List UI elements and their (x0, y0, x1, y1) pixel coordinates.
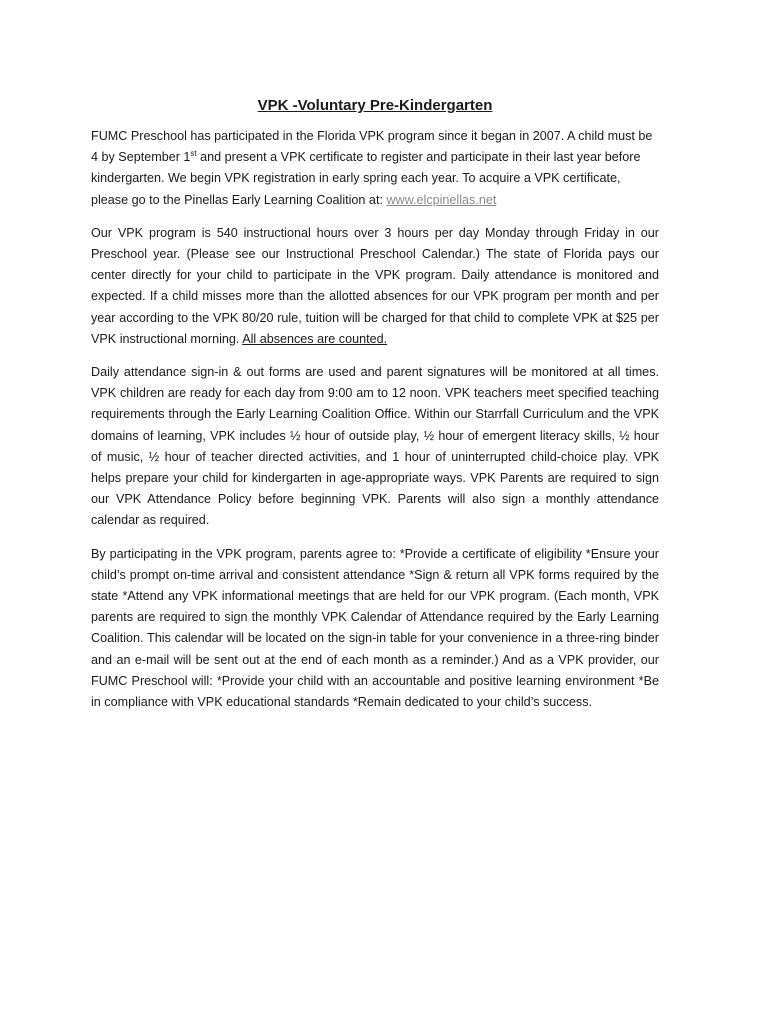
program-text: Our VPK program is 540 instructional hours over 3 hours per day Monday through Friday in our Preschool year. (Please see our Instructional Preschool Calendar.) The state of Florida pays our center directly for your child to participate in the VPK program. Daily attendance is monitored and expected. If a child misses more than the allotted absences for our VPK program per month and per year according to the VPK 80/20 rule, tuition will be charged for that child to complete VPK at $25 per VPK instructional morning. (91, 225, 659, 346)
document-page (91, 96, 659, 725)
elc-pinellas-link[interactable]: www.elcpinellas.net (386, 192, 497, 207)
document-title: VPK -Voluntary Pre-Kindergarten (257, 97, 493, 114)
paragraph-program (91, 223, 659, 350)
paragraph-intro (91, 126, 659, 211)
intro-text: FUMC Preschool has participated in the Florida VPK program since it began in 2007. A child must be 4 by September 1 (91, 129, 653, 165)
paragraph-agreement: By participating in the VPK program, parents agree to: *Provide a certificate of eligibility *Ensure your child’s prompt on-time arrival and consistent attendance *Sign & return all VPK forms required by the state *Attend any VPK informational meetings that are held for our VPK program. (Each month, VPK parents are required to sign the monthly VPK Calendar of Attendance required by the Early Learning Coalition. This calendar will be located on the sign-in table for your convenience in a three-ring binder and an e-mail will be sent out at the end of each month as a reminder.) And as a VPK provider, our FUMC Preschool will: *Provide your child with an accountable and positive learning environment *Be in compliance with VPK educational standards *Remain dedicated to your child’s success. (91, 546, 659, 710)
paragraph-attendance: Daily attendance sign-in & out forms are used and parent signatures will be monitored at all times. VPK children are ready for each day from 9:00 am to 12 noon. VPK teachers meet specified teaching requirements through the Early Learning Coalition Office. Within our Starrfall Curriculum and the VPK domains of learning, VPK includes ½ hour of outside play, ½ hour of emergent literacy skills, ½ hour of music, ½ hour of teacher directed activities, and 1 hour of uninterrupted child-choice play. VPK helps prepare your child for kindergarten in age-appropriate ways. VPK Parents are required to sign our VPK Attendance Policy before beginning VPK. Parents will also sign a monthly attendance calendar as required. (91, 365, 659, 528)
ordinal-suffix: st (190, 149, 197, 159)
intro-text-continued: and present a VPK certificate to register and participate in their last year before kindergarten. We begin VPK registration in early spring each year. To acquire a VPK certificate, please go to the Pinellas Early Learning Coalition at: (91, 150, 641, 207)
absences-note: All absences are counted. (242, 331, 388, 346)
